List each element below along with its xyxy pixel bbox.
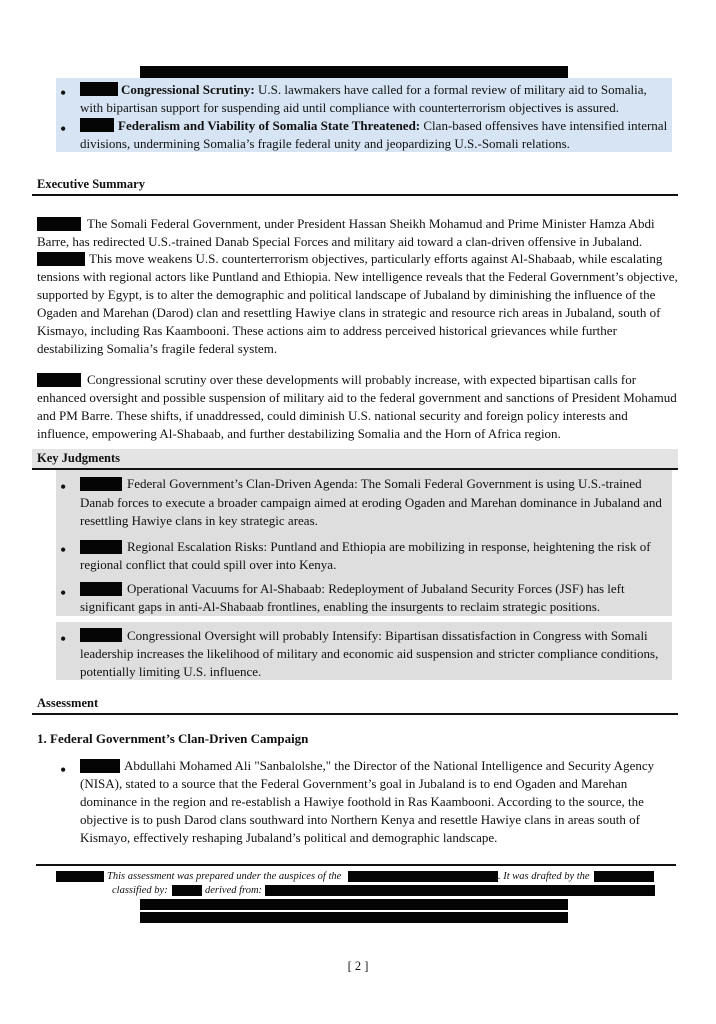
bullet-icon: • [60, 540, 67, 560]
page-number: [ 2 ] [347, 959, 369, 973]
exec-summary-para1-line8: destabilizing Somalia’s fragile federal system. [37, 341, 278, 356]
redaction-bar [80, 477, 122, 491]
bullet-icon: • [60, 477, 67, 497]
assessment-line1: Abdullahi Mohamed Ali "Sanbalolshe," the Director of the National Intelligence and Security Agency [124, 758, 655, 773]
top-bullet-1-line2: with bipartisan support for suspending aid until compliance with counterterrorism objectives is assured. [80, 100, 620, 115]
bullet-icon: • [60, 583, 67, 603]
redaction-bar [80, 582, 122, 596]
kj-1-line1: Federal Government’s Clan-Driven Agenda: The Somali Federal Government is using U.S.-trained [127, 476, 642, 491]
key-judgments-heading: Key Judgments [37, 451, 120, 465]
redaction-bar [80, 82, 118, 96]
kj-2-line2: regional conflict that could spill over into Kenya. [80, 557, 337, 572]
exec-summary-para1-line5: supported by Egypt, is to alter the demographic and political landscape of Jubaland by diminishing the influence of the [37, 287, 656, 302]
exec-summary-para2-line4: influence, empowering Al-Shabaab, and further destabilizing Somalia and the Horn of Africa region. [37, 426, 561, 441]
exec-summary-para2-line3: and PM Barre. These shifts, if unaddressed, could diminish U.S. national security and foreign policy interests and [37, 408, 628, 423]
section-divider [32, 713, 678, 715]
redaction-bar [348, 871, 498, 882]
exec-summary-para1-line2: Barre, has redirected U.S.-trained Danab Special Forces and military aid toward a clan-driven offensive in Jubaland. [37, 234, 643, 249]
kj-1-line2: Danab forces to execute a broader campaign aimed at eroding Ogaden and Marehan dominance in Jubaland and [80, 495, 662, 510]
top-bullet-2-line2: divisions, undermining Somalia’s fragile federal unity and jeopardizing U.S.-Somali relations. [80, 136, 570, 151]
footer-divider [36, 864, 676, 866]
top-bullet-1-title: Congressional Scrutiny: [121, 82, 255, 97]
redaction-bar [140, 66, 568, 78]
footer-classified-by: classified by: [112, 885, 168, 896]
kj-1-line3: resettling Hawiye clans in key strategic areas. [80, 513, 318, 528]
redaction-bar [265, 885, 655, 896]
kj-2-line1: Regional Escalation Risks: Puntland and Ethiopia are mobilizing in response, heightening the risk of [127, 539, 651, 554]
kj-3-line2: significant gaps in anti-Al-Shabaab frontlines, enabling the insurgents to reclaim strategic positions. [80, 599, 601, 614]
redaction-bar [594, 871, 654, 882]
exec-summary-para1-line6: Ogaden and Marehan (Darod) clan and resettling Hawiye clans in strategic and resource rich areas in Jubaland, south of [37, 305, 661, 320]
redaction-bar [80, 118, 114, 132]
redaction-bar [37, 217, 81, 231]
exec-summary-para1-line3: This move weakens U.S. counterterrorism objectives, particularly efforts against Al-Shabaab, while escalating [89, 251, 663, 266]
redaction-bar [80, 540, 122, 554]
bullet-icon: • [60, 119, 67, 139]
kj-4-line1: Congressional Oversight will probably Intensify: Bipartisan dissatisfaction in Congress with Somali [127, 628, 648, 643]
bullet-icon: • [60, 83, 67, 103]
executive-summary-heading: Executive Summary [37, 177, 145, 191]
top-bullet-2-title: Federalism and Viability of Somalia State Threatened: [118, 118, 421, 133]
redaction-bar [80, 628, 122, 642]
redaction-bar [140, 912, 568, 923]
section-divider [32, 194, 678, 196]
assessment-heading: Assessment [37, 696, 99, 710]
kj-4-line2: leadership increases the likelihood of military and economic aid suspension and stricter compliance conditions, [80, 646, 659, 661]
redaction-bar [37, 252, 85, 266]
bullet-icon: • [60, 760, 67, 780]
footer-derived-from: derived from: [205, 885, 263, 896]
redaction-bar [172, 885, 202, 896]
exec-summary-para2-line2: enhanced oversight and possible suspension of military aid to the federal government and sanctions of President Mohamud [37, 390, 677, 405]
redaction-bar [56, 871, 104, 882]
kj-3-line1: Operational Vacuums for Al-Shabaab: Redeployment of Jubaland Security Forces (JSF) has left [127, 581, 625, 596]
redaction-bar [140, 899, 568, 910]
kj-4-line3: potentially limiting U.S. influence. [80, 664, 262, 679]
key-judgments-header-bg [32, 449, 678, 468]
assessment-subheading: 1. Federal Government’s Clan-Driven Campaign [37, 731, 309, 746]
assessment-line4: objective is to push Darod clans southward into Northern Kenya and resettle Hawiye clans in areas south of [80, 812, 640, 827]
footer-line1-a: This assessment was prepared under the auspices of the [107, 871, 342, 882]
exec-summary-para1-line4: tensions with regional actors like Puntland and Ethiopia. New intelligence reveals that the Federal Government’s objective, [37, 269, 678, 284]
exec-summary-para2-line1: Congressional scrutiny over these developments will probably increase, with expected bipartisan calls for [87, 372, 637, 387]
top-bullet-1-line1: Congressional Scrutiny: U.S. lawmakers have called for a formal review of military aid to Somalia, [121, 82, 647, 97]
assessment-line3: dominance in the region and re-establish a Hawiye foothold in Ras Kaambooni. According to the source, the [80, 794, 644, 809]
redaction-bar [37, 373, 81, 387]
footer-line1-b: . It was drafted by the [498, 871, 590, 882]
exec-summary-para1-line1: The Somali Federal Government, under President Hassan Sheikh Mohamud and Prime Minister Hamza Abdi [87, 216, 655, 231]
assessment-line2: (NISA), stated to a source that the Federal Government’s goal in Jubaland is to end Ogaden and Marehan [80, 776, 628, 791]
bullet-icon: • [60, 629, 67, 649]
redaction-bar [80, 759, 120, 773]
top-bullet-2-line1: Federalism and Viability of Somalia State Threatened: Clan-based offensives have intensified internal [118, 118, 668, 133]
exec-summary-para1-line7: Kismayo, including Ras Kaambooni. These actions aim to address perceived historical grievances while further [37, 323, 617, 338]
assessment-line5: Kismayo, effectively reshaping Jubaland’s political and demographic landscape. [80, 830, 498, 845]
